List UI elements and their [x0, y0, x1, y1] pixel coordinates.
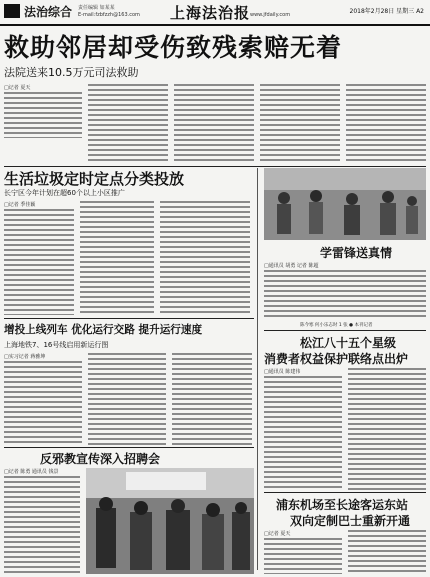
volunteer-photo [264, 168, 426, 240]
newspaper-brand: 上海法治报 [170, 4, 251, 22]
editor-line: 责任编辑 如某某 [78, 5, 115, 11]
story3-bottom-rule [4, 447, 254, 448]
story4-headline: 反邪教宣传深入招聘会 [40, 452, 161, 466]
story5-byline: □通讯员 胡勇 记者 陈超 [264, 263, 319, 269]
story6-bottom-rule [264, 492, 426, 493]
story6-headline-line2: 消费者权益保护联络点出炉 [264, 352, 409, 366]
section-title: 法治综合 [24, 5, 73, 19]
story7-byline: □记者 夏天 [264, 531, 291, 537]
lead-headline: 救助邻居却受伤致残索赔无着 [4, 33, 343, 62]
lead-body-col4 [260, 84, 340, 164]
story7-body-col1 [264, 538, 342, 574]
story6-body-col2 [348, 368, 426, 490]
date-line [350, 6, 424, 15]
job-fair-photo [86, 468, 254, 574]
story2-byline: □记者 季佳颖 [4, 202, 36, 208]
story5-body [264, 270, 426, 320]
story2-headline: 生活垃圾定时定点分类投放 [4, 170, 185, 188]
lead-byline: □记者 夏天 [4, 85, 31, 91]
lead-body-col3 [174, 84, 254, 164]
story3-body-col1 [4, 361, 82, 445]
email-line: E-mail:fzbfzzh@163.com [78, 12, 140, 18]
story3-headline: 增投上线列车 优化运行交路 提升运行速度 [4, 324, 203, 336]
story2-body-col1 [4, 209, 74, 315]
story2-bottom-rule [4, 318, 254, 319]
story3-body-col2 [88, 353, 166, 445]
lead-body-col2 [88, 84, 168, 164]
story7-headline-line1: 浦东机场至长途客运东站 [276, 498, 409, 512]
volunteer-photo-art [264, 168, 426, 240]
lead-subtitle: 法院送来10.5万元司法救助 [4, 66, 139, 79]
story2-body-col2 [80, 201, 154, 315]
story5-headline: 学雷锋送真情 [320, 246, 393, 260]
story4-body [4, 476, 80, 576]
job-fair-photo-art [86, 468, 254, 574]
story3-subtitle: 上海地铁7、16号线启用新运行图 [4, 341, 109, 349]
story7-body-col2 [348, 530, 426, 574]
story2-subtitle: 长宁区今年计划在超60个以上小区推广 [4, 189, 125, 197]
column-divider [257, 168, 258, 570]
story6-body-col1 [264, 376, 342, 490]
date-text: 2018年2月28日 星期三 [349, 8, 415, 15]
section-marker [4, 4, 20, 18]
story7-headline-line2: 双向定制巴士重新开通 [290, 514, 411, 528]
story3-byline: □实习记者 蒋雅坤 [4, 354, 46, 360]
story6-byline: □通讯员 陈建伟 [264, 369, 301, 375]
story5-bottom-rule [264, 330, 426, 331]
story6-headline-line1: 松江八十五个星级 [300, 336, 397, 350]
story5-caption: 陈今寒 何小乐志时 1 张 ● 本刊记者 [300, 323, 373, 328]
lead-body-col5 [346, 84, 426, 164]
lead-body-col1 [4, 92, 82, 138]
page-number: A2 [416, 8, 424, 15]
story2-body-col3 [160, 201, 250, 315]
lead-bottom-rule [4, 166, 426, 167]
story3-body-col3 [172, 353, 252, 445]
story4-byline: □记者 陈勇 通讯员 钱景 [4, 469, 59, 475]
newspaper-url: www.jfdaily.com [250, 12, 291, 18]
